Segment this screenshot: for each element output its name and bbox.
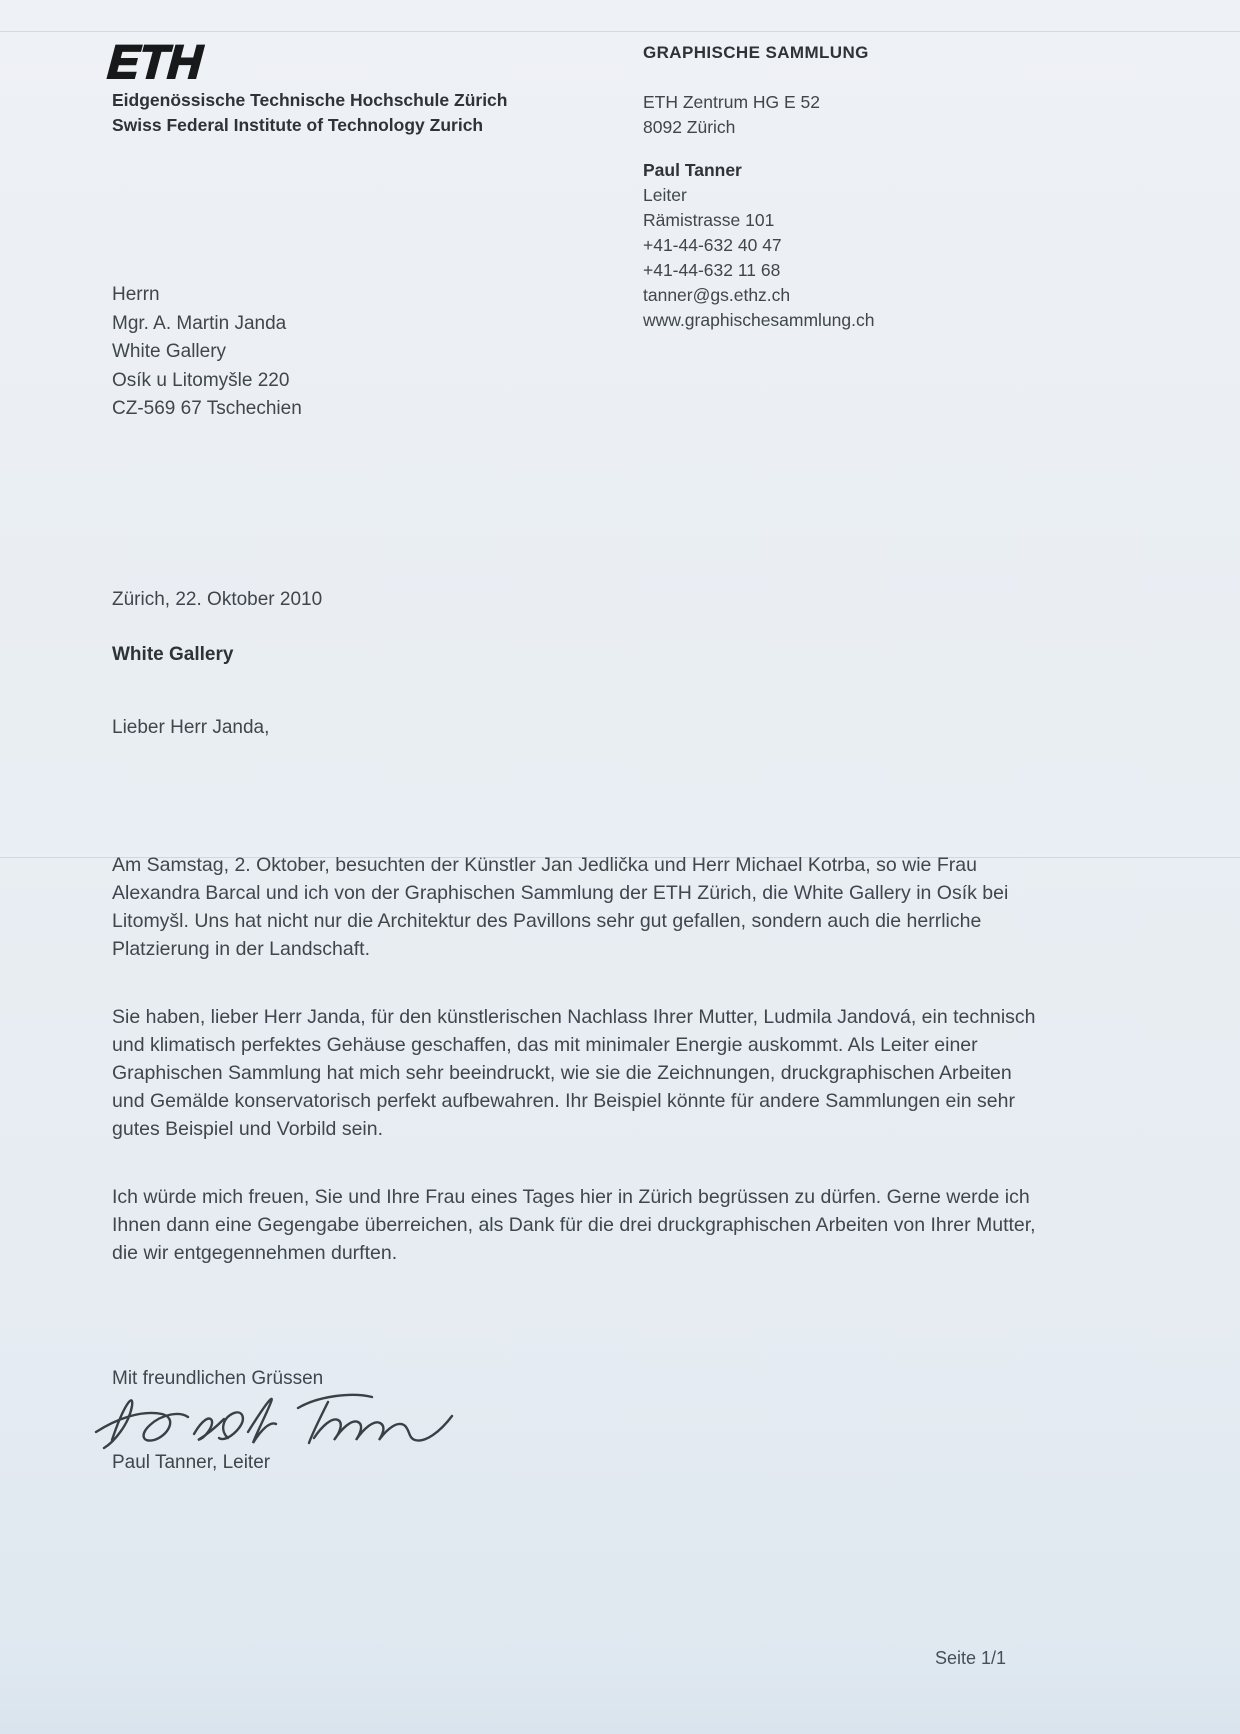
department-address-line2: 8092 Zürich	[643, 117, 736, 137]
letter-greeting: Lieber Herr Janda,	[112, 717, 270, 738]
department-address	[643, 90, 820, 140]
letterhead-org-names	[112, 88, 507, 137]
recipient-street: Osík u Litomyšle 220	[112, 369, 290, 391]
recipient-salutation: Herrn	[112, 284, 160, 305]
scan-fold-line-top	[0, 31, 1240, 32]
contact-name: Paul Tanner	[643, 160, 742, 180]
org-name-english: Swiss Federal Institute of Technology Zurich	[112, 114, 484, 135]
recipient-name: Mgr. A. Martin Janda	[112, 312, 287, 334]
contact-role: Leiter	[643, 185, 687, 205]
letter-paragraph-1: Am Samstag, 2. Oktober, besuchten der Künstler Jan Jedlička und Herr Michael Kotrba, so wie Frau Alexandra Barcal und ich von der Graphischen Sammlung der ETH Zürich, die White Gallery in Osík bei Litomyšl. Uns hat nicht nur die Architektur des Pavillons sehr gut gefallen, sondern auch die herrliche Platzierung in der Landschaft.	[112, 854, 1009, 960]
contact-block	[643, 158, 875, 333]
department-address-line1: ETH Zentrum HG E 52	[643, 92, 820, 112]
contact-website: www.graphischesammlung.ch	[643, 310, 875, 330]
page-number: Seite 1/1	[935, 1648, 1007, 1668]
contact-street: Rämistrasse 101	[643, 210, 775, 230]
letter-dateline: Zürich, 22. Oktober 2010	[112, 589, 323, 610]
letter-body	[112, 851, 1047, 1307]
letter-paragraph-2: Sie haben, lieber Herr Janda, für den künstlerischen Nachlass Ihrer Mutter, Ludmila Jandová, ein technisch und klimatisch perfektes Gehäuse geschaffen, das mit minimaler Energie auskommt. Als Leiter einer Graphischen Sammlung hat mich sehr beeindruckt, wie sie die Zeichnungen, druckgraphischen Arbeiten und Gemälde konservatorisch perfekt aufbewahren. Ihr Beispiel könnte für andere Sammlungen ein sehr gutes Beispiel und Vorbild sein.	[112, 1006, 1036, 1140]
org-name-german: Eidgenössische Technische Hochschule Zürich	[112, 90, 508, 110]
recipient-org: White Gallery	[112, 341, 227, 362]
contact-phone-1: +41-44-632 40 47	[643, 235, 782, 255]
recipient-address-block	[112, 281, 302, 424]
contact-email: tanner@gs.ethz.ch	[643, 285, 791, 305]
letter-closing: Mit freundlichen Grüssen	[112, 1368, 324, 1389]
signature-printed-name: Paul Tanner, Leiter	[112, 1452, 271, 1473]
department-name: GRAPHISCHE SAMMLUNG	[643, 43, 869, 62]
recipient-country: CZ-569 67 Tschechien	[112, 398, 302, 419]
contact-phone-2: +41-44-632 11 68	[643, 260, 781, 280]
letter-paragraph-3: Ich würde mich freuen, Sie und Ihre Frau eines Tages hier in Zürich begrüssen zu dürfen. Gerne werde ich Ihnen dann eine Gegengabe überreichen, als Dank für die drei druckgraphischen Arbeiten von Ihrer Mutter, die wir entgegennehmen durften.	[112, 1186, 1036, 1264]
eth-logo: ETH	[106, 35, 204, 88]
signature-handwriting	[90, 1382, 460, 1462]
letter-subject: White Gallery	[112, 644, 234, 665]
